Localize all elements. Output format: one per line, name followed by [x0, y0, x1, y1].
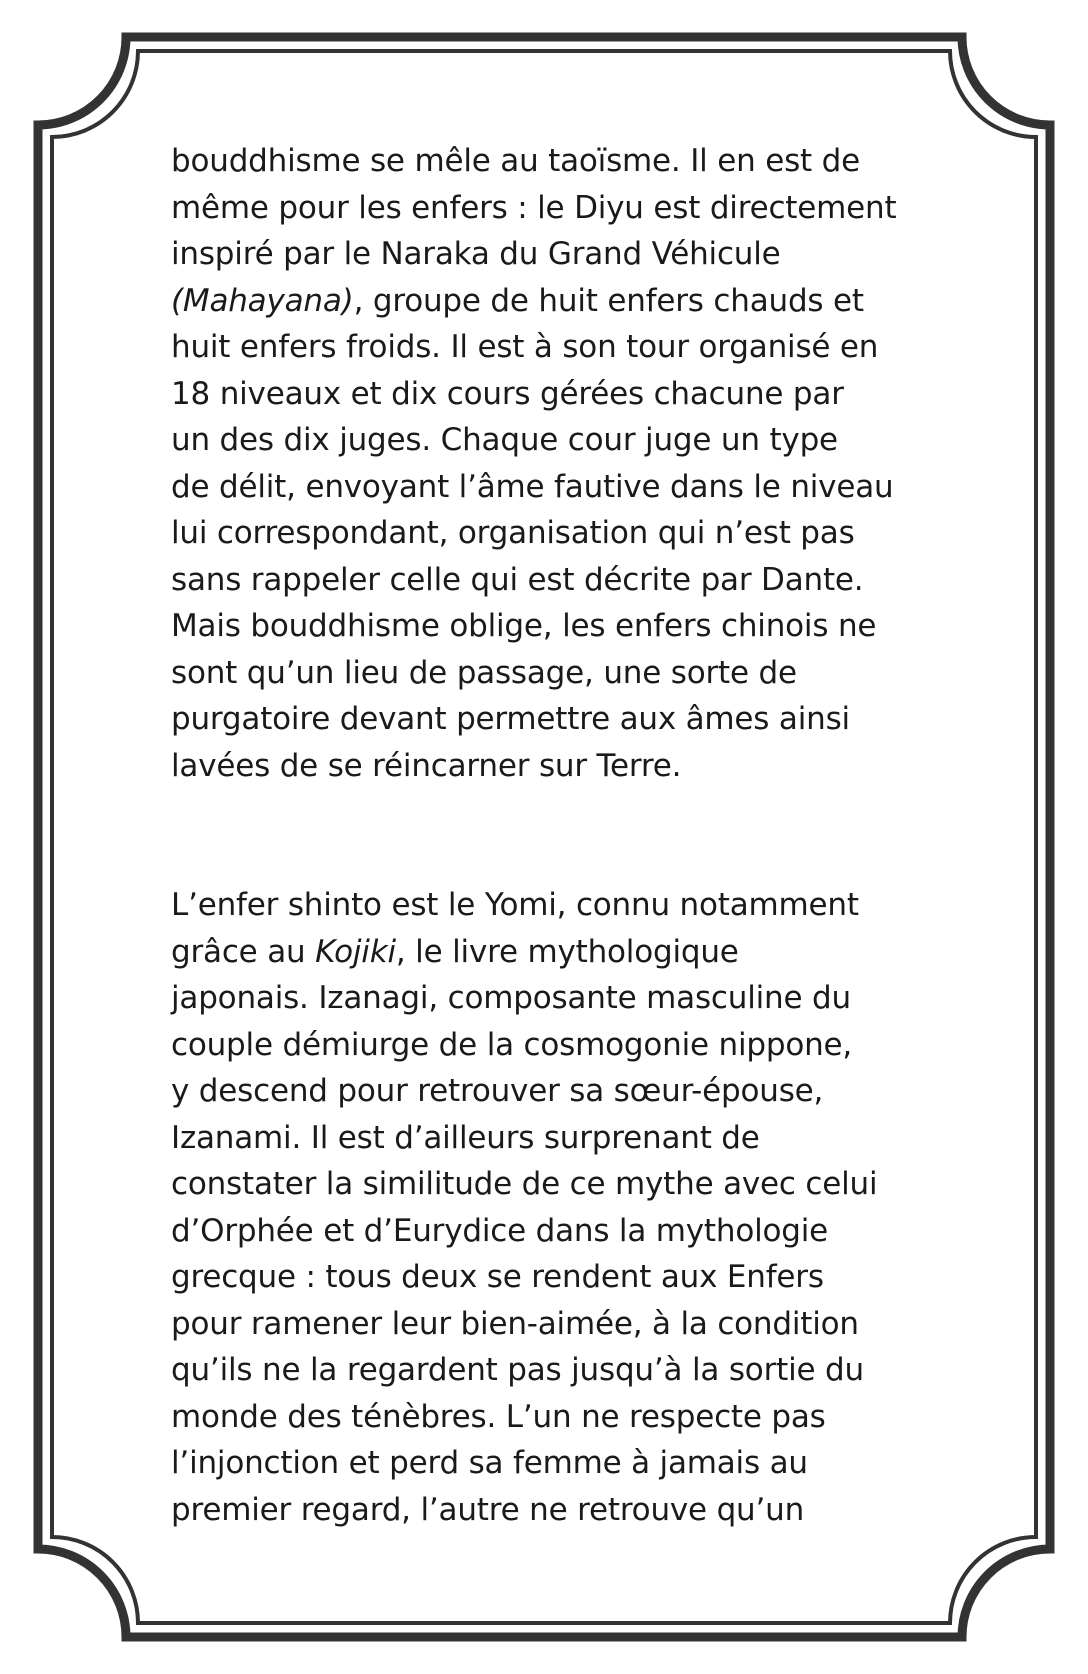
text-line: qu’ils ne la regardent pas jusqu’à la sortie du — [171, 1352, 864, 1388]
text-line: d’Orphée et d’Eurydice dans la mythologie — [171, 1212, 829, 1249]
text-line: sont qu’un lieu de passage, une sorte de — [171, 654, 797, 691]
text-line: grecque : tous deux se rendent aux Enfers — [171, 1259, 824, 1295]
text-line: 18 niveaux et dix cours gérées chacune par — [171, 375, 844, 412]
text-line — [171, 929, 931, 976]
text-fragment: , le livre mythologique — [395, 933, 739, 970]
text-line: l’injonction et perd sa femme à jamais au — [171, 1445, 808, 1481]
text-line: Mais bouddhisme oblige, les enfers chinois ne — [171, 608, 877, 644]
paragraph-gap — [171, 789, 931, 882]
text-line: Izanami. Il est d’ailleurs surprenant de — [171, 1119, 760, 1156]
text-line: premier regard, l’autre ne retrouve qu’un — [171, 1491, 805, 1528]
italic-term-kojiki: Kojiki — [315, 933, 396, 970]
text-line: bouddhisme se mêle au taoïsme. Il en est de — [171, 143, 860, 179]
text-line: constater la similitude de ce mythe avec celui — [171, 1166, 878, 1202]
body-text — [171, 138, 931, 1533]
text-line: purgatoire devant permettre aux âmes ainsi — [171, 701, 850, 737]
text-line: monde des ténèbres. L’un ne respecte pas — [171, 1398, 826, 1435]
text-line: pour ramener leur bien-aimée, à la condition — [171, 1305, 859, 1342]
text-fragment: , groupe de huit enfers chauds et — [353, 282, 864, 319]
italic-term-mahayana: (Mahayana) — [171, 282, 354, 319]
text-line: même pour les enfers : le Diyu est directement — [171, 189, 897, 226]
text-line: sans rappeler celle qui est décrite par Dante. — [171, 561, 864, 598]
text-line: huit enfers froids. Il est à son tour organisé en — [171, 329, 879, 365]
text-line: lavées de se réincarner sur Terre. — [171, 747, 682, 784]
text-line: L’enfer shinto est le Yomi, connu notamment — [171, 887, 859, 923]
text-fragment: grâce au — [171, 933, 316, 970]
text-line: de délit, envoyant l’âme fautive dans le niveau — [171, 468, 894, 505]
text-line: y descend pour retrouver sa sœur-épouse, — [171, 1073, 824, 1109]
text-line: lui correspondant, organisation qui n’est pas — [171, 515, 855, 551]
text-line: japonais. Izanagi, composante masculine du — [171, 980, 851, 1016]
text-line — [171, 278, 931, 325]
text-line: couple démiurge de la cosmogonie nippone, — [171, 1026, 853, 1063]
text-line: inspiré par le Naraka du Grand Véhicule — [171, 236, 781, 272]
text-line: un des dix juges. Chaque cour juge un type — [171, 422, 838, 458]
